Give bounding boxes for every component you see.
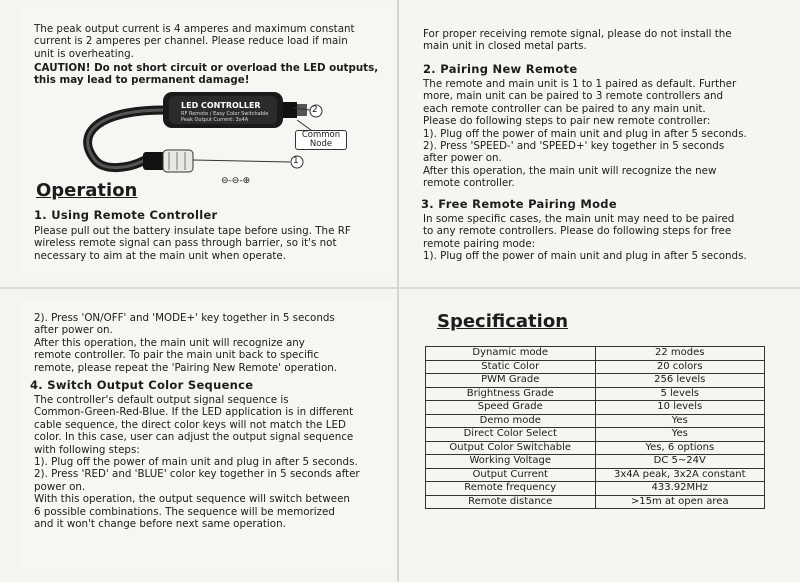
section1-text: Please pull out the battery insulate tape before using. The RF wireless remote signal can pass through barrier, so it's not necessary to aim at the main unit when operate.: [34, 225, 351, 262]
marker-2: 2: [312, 105, 318, 115]
controller-sub: RF Remote / Easy Color Switchable: [181, 111, 269, 117]
specification-title: Specification: [437, 311, 569, 332]
bl-text-a: 2). Press 'ON/OFF' and 'MODE+' key together in 5 seconds after power on. After this operation, the main unit will recognize any remote controller. To pair the main unit back to specific remote, please repeat the 'Pairing New Remote' operation.: [34, 312, 338, 374]
spec-name: Demo mode: [426, 414, 596, 428]
spec-row: [426, 401, 765, 415]
spec-name: Remote frequency: [426, 482, 596, 496]
spec-name: Static Color: [426, 360, 596, 374]
controller-figure: [35, 80, 365, 190]
common-node-label: Common Node: [295, 130, 347, 150]
spec-value: 22 modes: [595, 347, 765, 361]
spec-row: [426, 374, 765, 388]
controller-label: LED CONTROLLER: [181, 101, 261, 110]
spec-value: 433.92MHz: [595, 482, 765, 496]
section3-title: 3. Free Remote Pairing Mode: [421, 197, 617, 211]
spec-value: Yes: [595, 428, 765, 442]
caution-text: CAUTION! Do not short circuit or overload the LED outputs, this may lead to permanent damage!: [34, 62, 379, 87]
spec-value: >15m at open area: [595, 495, 765, 509]
specification-table: [425, 346, 765, 509]
spec-name: Working Voltage: [426, 455, 596, 469]
spec-name: Output Current: [426, 468, 596, 482]
polarity-label: ⊖-⊖-⊕: [221, 176, 251, 186]
controller-sub2: Peak Output Current: 3x4A: [181, 117, 249, 123]
horizontal-divider: [0, 287, 800, 289]
spec-row: [426, 347, 765, 361]
spec-row: [426, 414, 765, 428]
spec-value: 256 levels: [595, 374, 765, 388]
spec-value: 20 colors: [595, 360, 765, 374]
spec-row: [426, 387, 765, 401]
spec-value: 10 levels: [595, 401, 765, 415]
spec-value: 5 levels: [595, 387, 765, 401]
spec-row: [426, 468, 765, 482]
spec-value: DC 5~24V: [595, 455, 765, 469]
spec-row: [426, 482, 765, 496]
spec-row: [426, 360, 765, 374]
tr-intro-text: For proper receiving remote signal, please do not install the main unit in closed metal parts.: [423, 28, 732, 53]
spec-name: Direct Color Select: [426, 428, 596, 442]
marker-1: 1: [293, 156, 299, 166]
spec-row: [426, 455, 765, 469]
spec-name: Output Color Switchable: [426, 441, 596, 455]
section2-text: The remote and main unit is 1 to 1 paired as default. Further more, main unit can be paired to 3 remote controllers and each remote controller can be paired to any main unit. Please do following steps to pair new remote controller: 1). Plug off the power of main unit and plug in after 5 seconds. 2). Press 'SPEED-' and 'SPEED+' key together in 5 seconds after power on. After this operation, the main unit will recognize the new remote controller.: [423, 78, 747, 190]
section4-text: The controller's default output signal sequence is Common-Green-Red-Blue. If the LED application is in different cable sequence, the direct color keys will not match the LED color. In this case, user can adjust the output signal sequence with following steps: 1). Plug off the power of main unit and plug in after 5 seconds. 2). Press 'RED' and 'BLUE' color key together in 5 seconds after power on. With this operation, the output sequence will switch between 6 possible combinations. The sequence will be memorized and it won't change before next same operation.: [34, 394, 360, 531]
spec-name: Speed Grade: [426, 401, 596, 415]
section1-title: 1. Using Remote Controller: [34, 208, 218, 222]
spec-name: Remote distance: [426, 495, 596, 509]
spec-row: [426, 495, 765, 509]
section2-title: 2. Pairing New Remote: [423, 62, 578, 76]
spec-name: PWM Grade: [426, 374, 596, 388]
spec-value: Yes: [595, 414, 765, 428]
spec-value: 3x4A peak, 3x2A constant: [595, 468, 765, 482]
vertical-divider: [397, 0, 399, 582]
operation-title: Operation: [36, 180, 138, 201]
spec-row: [426, 428, 765, 442]
section3-text: In some specific cases, the main unit may need to be paired to any remote controllers. Please do following steps for free remote pairing mode: 1). Plug off the power of main unit and plug in after 5 seconds.: [423, 213, 747, 263]
intro-text: The peak output current is 4 amperes and maximum constant current is 2 amperes per channel. Please reduce load if main unit is overheating.: [34, 23, 355, 60]
spec-name: Dynamic mode: [426, 347, 596, 361]
spec-value: Yes, 6 options: [595, 441, 765, 455]
spec-row: [426, 441, 765, 455]
spec-name: Brightness Grade: [426, 387, 596, 401]
section4-title: 4. Switch Output Color Sequence: [30, 378, 254, 392]
